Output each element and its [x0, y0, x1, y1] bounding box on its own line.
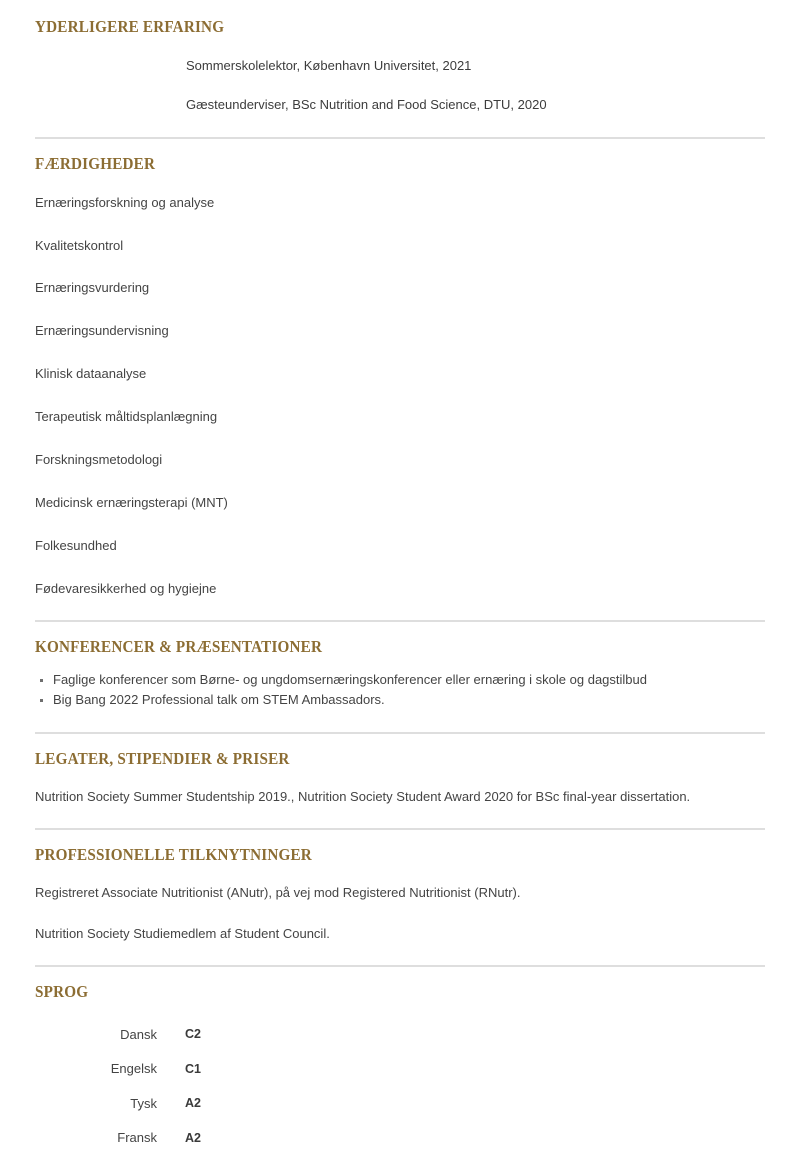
section-conferences	[35, 622, 765, 710]
extra-experience-item: Gæsteunderviser, BSc Nutrition and Food Science, DTU, 2020	[186, 97, 547, 113]
section-affiliations	[35, 830, 765, 943]
languages-table	[35, 1017, 201, 1155]
skill-item: Kvalitetskontrol	[35, 237, 124, 253]
section-title-conferences: KONFERENCER & PRÆSENTATIONER	[35, 636, 323, 656]
section-extra-experience	[35, 0, 765, 115]
section-title-awards: LEGATER, STIPENDIER & PRISER	[35, 748, 290, 768]
skill-item: Forskningsmetodologi	[35, 452, 163, 467]
skill-item: Fødevaresikkerhed og hygiejne	[35, 580, 217, 596]
conferences-list	[35, 670, 765, 710]
language-row	[35, 1017, 201, 1052]
section-title-extra-experience: YDERLIGERE ERFARING	[35, 17, 225, 36]
skill-item: Ernæringsforskning og analyse	[35, 194, 215, 210]
language-row	[35, 1051, 201, 1086]
language-level: C2	[185, 1027, 201, 1042]
language-level: C1	[185, 1061, 201, 1076]
section-title-affiliations: PROFESSIONELLE TILKNYTNINGER	[35, 845, 312, 865]
skill-item: Terapeutisk måltidsplanlægning	[35, 409, 218, 425]
language-name: Fransk	[117, 1130, 157, 1146]
skill-item: Klinisk dataanalyse	[35, 366, 147, 382]
language-level: A2	[185, 1130, 201, 1145]
language-name: Engelsk	[110, 1061, 157, 1077]
language-row	[35, 1086, 201, 1121]
language-row	[35, 1120, 201, 1155]
section-title-languages: SPROG	[35, 981, 89, 1001]
conference-item: Big Bang 2022 Professional talk om STEM Ambassadors.	[35, 690, 765, 710]
section-title-skills: FÆRDIGHEDER	[35, 153, 156, 173]
skill-item: Folkesundhed	[35, 537, 117, 553]
conference-item: Faglige konferencer som Børne- og ungdomsernæringskonferencer eller ernæring i skole og dagstilbud	[35, 670, 765, 690]
language-name: Dansk	[120, 1026, 157, 1042]
extra-experience-list	[35, 57, 765, 114]
skill-item: Ernæringsundervisning	[35, 323, 169, 339]
section-languages	[35, 967, 765, 1155]
skill-item: Medicinsk ernæringsterapi (MNT)	[35, 494, 228, 510]
skill-item: Ernæringsvurdering	[35, 280, 150, 296]
language-name: Tysk	[130, 1095, 157, 1111]
section-skills	[35, 139, 765, 598]
skills-list	[35, 195, 765, 598]
language-level: A2	[185, 1096, 201, 1111]
award-paragraph: Nutrition Society Summer Studentship 2019., Nutrition Society Student Award 2020 for BSc final-year dissertation.	[35, 789, 691, 805]
section-awards	[35, 734, 765, 806]
extra-experience-item: Sommerskolelektor, København Universitet, 2021	[186, 58, 472, 74]
affiliation-paragraph: Registreret Associate Nutritionist (ANutr), på vej mod Registered Nutritionist (RNutr).	[35, 885, 521, 901]
affiliation-paragraph: Nutrition Society Studiemedlem af Student Council.	[35, 925, 330, 941]
